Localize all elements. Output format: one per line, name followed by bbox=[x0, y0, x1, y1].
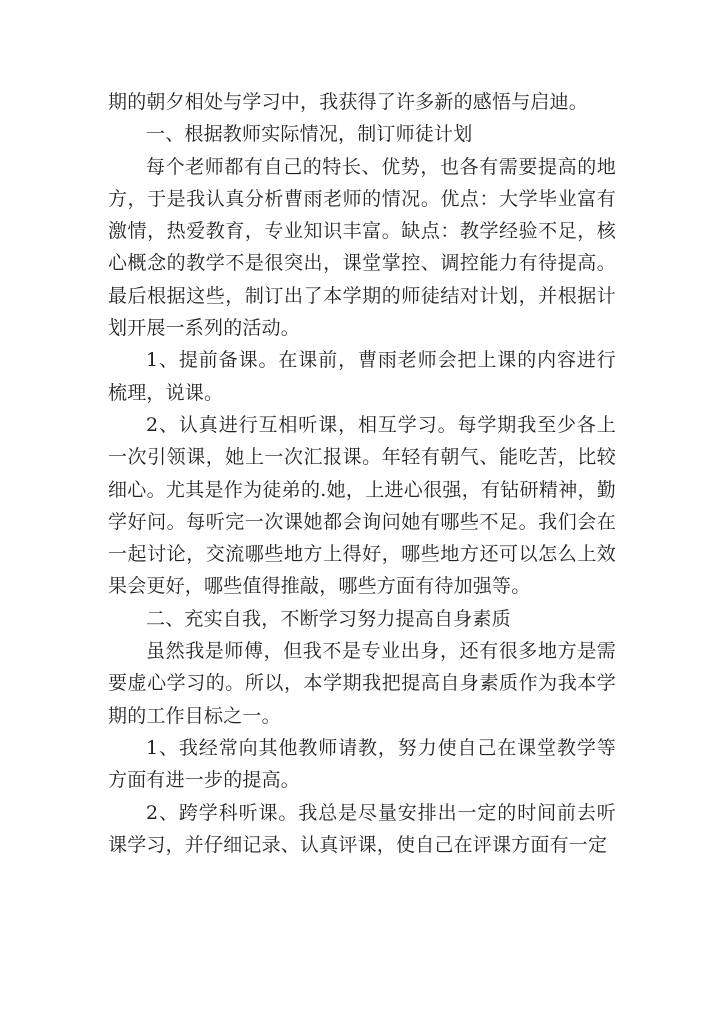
list-item-2: 2、认真进行互相听课，相互学习。每学期我至少各上一次引领课，她上一次汇报课。年轻有朝气、能吃苦，比较细心。尤其是作为徒弟的.她，上进心很强，有钻研精神，勤学好问。每听完一次课她都会询问她有哪些不足。我们会在一起讨论，交流哪些地方上得好，哪些地方还可以怎么上效果会更好，哪些值得推敲，哪些方面有待加强等。 bbox=[108, 413, 616, 598]
list-item-1: 1、提前备课。在课前，曹雨老师会把上课的内容进行梳理，说课。 bbox=[108, 349, 616, 404]
document-body bbox=[108, 86, 616, 861]
paragraph-continued: 期的朝夕相处与学习中，我获得了许多新的感悟与启迪。 bbox=[108, 91, 589, 113]
paragraph-analysis: 每个老师都有自己的特长、优势，也各有需要提高的地方，于是我认真分析曹雨老师的情况。优点：大学毕业富有激情，热爱教育，专业知识丰富。缺点：教学经验不足，核心概念的教学不是很突出，课堂掌控、调控能力有待提高。最后根据这些，制订出了本学期的师徒结对计划，并根据计划开展一系列的活动。 bbox=[108, 155, 616, 340]
section-heading-2: 二、充实自我，不断学习努力提高自身素质 bbox=[146, 607, 511, 630]
list-item-3: 1、我经常向其他教师请教，努力使自己在课堂教学等方面有进一步的提高。 bbox=[108, 736, 616, 792]
section-heading-1: 一、根据教师实际情况，制订师徒计划 bbox=[146, 123, 473, 146]
paragraph-self-improvement: 虽然我是师傅，但我不是专业出身，还有很多地方是需要虚心学习的。所以，本学期我把提高自身素质作为我本学期的工作目标之一。 bbox=[108, 640, 616, 727]
list-item-4: 2、跨学科听课。我总是尽量安排出一定的时间前去听课学习，并仔细记录、认真评课，使自己在评课方面有一定 bbox=[108, 801, 616, 856]
